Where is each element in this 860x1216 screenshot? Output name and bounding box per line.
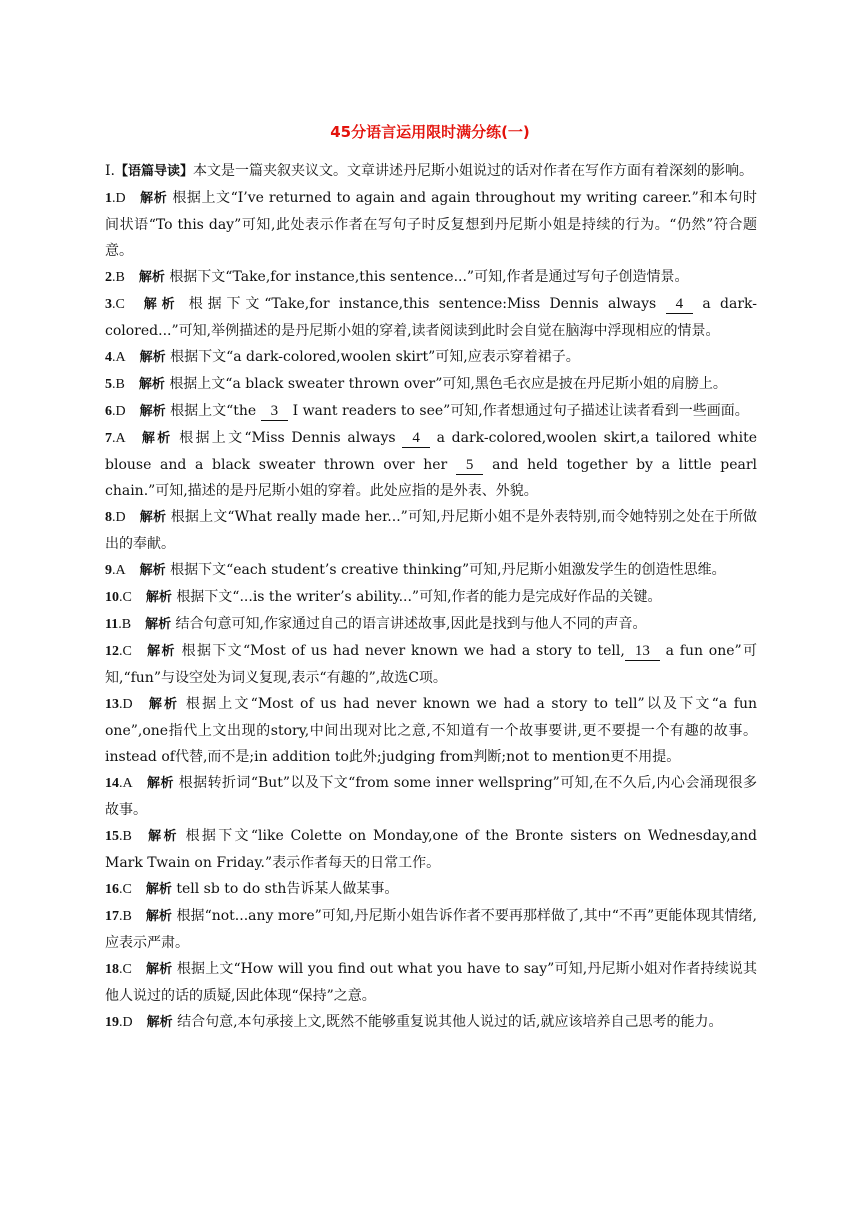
analysis-keyword: 解析	[139, 510, 167, 525]
answer-letter: .A	[119, 776, 133, 791]
analysis-keyword: 解析	[145, 882, 172, 897]
answer-item	[105, 903, 757, 956]
question-number: 10	[105, 590, 119, 605]
page-title: 45分语言运用限时满分练(一)	[330, 123, 530, 141]
explanation-text: 根据下文“each student’s creative thinking”可知,丹尼斯小姐激发学生的创造性思维。	[170, 562, 726, 578]
answer-letter: .D	[112, 510, 126, 525]
answer-item	[105, 264, 757, 291]
explanation-text: a fun one”可知,“fun”与设空处为词义复现,表示“有趣的”,故选C项。	[105, 643, 757, 686]
answer-item	[105, 584, 757, 611]
question-number: 14	[105, 776, 119, 791]
answer-item	[105, 291, 757, 344]
question-number: 2	[105, 270, 112, 285]
explanation-text: 根据上文“a black sweater thrown over”可知,黑色毛衣应是披在丹尼斯小姐的肩膀上。	[169, 376, 727, 392]
explanation-text: 结合句意可知,作家通过自己的语言讲述故事,因此是找到与他人不同的声音。	[175, 616, 647, 632]
question-number: 13	[105, 697, 119, 712]
question-number: 15	[105, 829, 119, 844]
answer-item	[105, 344, 757, 371]
blank-number: 5	[456, 456, 484, 475]
blank-number: 13	[625, 642, 660, 661]
explanation-text: 根据下文“...is the writer’s ability...”可知,作者的能力是完成好作品的关键。	[176, 589, 662, 605]
analysis-keyword: 解析	[146, 776, 174, 791]
analysis-keyword: 解析	[138, 297, 180, 312]
explanation-text: 根据下文“like Colette on Monday,one of the Bronte sisters on Wednesday,and Mark Twain on Friday.”表示作者每天的日常工作。	[105, 828, 757, 871]
blank-number: 4	[666, 295, 694, 314]
explanation-text: 根据下文“Take,for instance,this sentence:Miss Dennis always	[188, 296, 666, 312]
analysis-keyword: 解析	[138, 377, 165, 392]
analysis-keyword: 解析	[145, 962, 173, 977]
explanation-text: 根据上文“the	[170, 403, 261, 419]
answer-letter: .D	[112, 191, 126, 206]
analysis-keyword: 解析	[146, 1015, 173, 1030]
analysis-keyword: 解析	[139, 404, 166, 419]
question-number: 4	[105, 350, 112, 365]
question-number: 1	[105, 191, 112, 206]
answer-item	[105, 823, 757, 876]
answer-item	[105, 504, 757, 557]
answer-letter: .C	[112, 297, 125, 312]
question-number: 3	[105, 297, 112, 312]
question-number: 8	[105, 510, 112, 525]
analysis-keyword: 解析	[145, 909, 172, 924]
analysis-keyword: 解析	[139, 431, 173, 446]
explanation-text: a dark-colored...”可知,举例描述的是丹尼斯小姐的穿着,读者阅读到此时会自觉在脑海中浮现相应的情景。	[105, 296, 758, 339]
question-number: 11	[105, 617, 119, 632]
analysis-keyword: 解析	[145, 644, 176, 659]
explanation-text: a dark-colored,woolen skirt,a tailored white blouse and a black sweater thrown over her	[105, 430, 757, 473]
answer-letter: .C	[119, 882, 132, 897]
answer-item	[105, 611, 757, 638]
question-number: 7	[105, 431, 112, 446]
answer-item	[105, 425, 757, 504]
answer-letter: .D	[119, 697, 133, 712]
explanation-text: 根据转折词“But”以及下文“from some inner wellspring”可知,在不久后,内心会涌现很多故事。	[105, 775, 757, 818]
reading-guide-paragraph	[105, 158, 757, 185]
analysis-keyword: 解析	[139, 350, 166, 365]
explanation-text: 根据上文“How will you find out what you have to say”可知,丹尼斯小姐对作者持续说其他人说过的话的质疑,因此体现“保持”之意。	[105, 961, 757, 1004]
answer-letter: .A	[112, 350, 126, 365]
answer-item	[105, 691, 757, 770]
question-number: 9	[105, 563, 112, 578]
explanation-text: tell sb to do sth告诉某人做某事。	[176, 881, 399, 897]
answer-letter: .D	[112, 404, 126, 419]
answer-item	[105, 956, 757, 1009]
explanation-text: I want readers to see”可知,作者想通过句子描述让读者看到一些画面。	[292, 403, 749, 419]
answer-item	[105, 185, 757, 264]
reading-guide-label: 【语篇导读】	[114, 164, 193, 179]
question-number: 19	[105, 1015, 119, 1030]
explanation-text: 根据下文“a dark-colored,woolen skirt”可知,应表示穿着裙子。	[170, 349, 580, 365]
answer-item	[105, 1009, 757, 1036]
answer-letter: .B	[119, 829, 132, 844]
answer-item	[105, 876, 757, 903]
blank-number: 3	[261, 402, 289, 421]
analysis-keyword: 解析	[138, 270, 165, 285]
answer-item	[105, 638, 757, 691]
answer-letter: .C	[119, 644, 132, 659]
explanation-text: 根据“not...any more”可知,丹尼斯小姐告诉作者不要再那样做了,其中“不再”更能体现其情绪,应表示严肃。	[105, 908, 757, 951]
explanation-text: 根据上文“I’ve returned to again and again throughout my writing career.”和本句时间状语“To this day”可知,此处表示作者在写句子时反复想到丹尼斯小姐是持续的行为。“仍然”符合题意。	[105, 190, 757, 259]
analysis-keyword: 解析	[146, 697, 180, 712]
question-number: 5	[105, 377, 112, 392]
explanation-text: and held together by a little pearl chain.”可知,描述的是丹尼斯小姐的穿着。此处应指的是外表、外貌。	[105, 457, 758, 499]
answer-letter: .B	[118, 617, 132, 632]
question-number: 6	[105, 404, 112, 419]
reading-guide-text: 本文是一篇夹叙夹议文。文章讲述丹尼斯小姐说过的话对作者在写作方面有着深刻的影响。	[193, 163, 753, 179]
answer-item	[105, 770, 757, 823]
explanation-text: 根据上文“Most of us had never known we had a story to tell”以及下文“a fun one”,one指代上文出现的story,中间出现对比之意,不知道有一个故事要讲,更不要提一个有趣的故事。instead of代替,而不是;in addition to此外;judging from判断;not to mention更不用提。	[105, 696, 757, 765]
analysis-keyword: 解析	[145, 829, 179, 844]
answer-letter: .B	[112, 270, 125, 285]
question-number: 18	[105, 962, 119, 977]
analysis-keyword: 解析	[139, 563, 166, 578]
analysis-keyword: 解析	[139, 191, 168, 206]
answer-letter: .C	[119, 962, 132, 977]
analysis-keyword: 解析	[145, 617, 172, 632]
explanation-text: 根据上文“Miss Dennis always	[179, 430, 403, 446]
question-number: 17	[105, 909, 119, 924]
analysis-keyword: 解析	[145, 590, 172, 605]
explanation-text: 根据下文“Take,for instance,this sentence...”可知,作者是通过写句子创造情景。	[169, 269, 689, 285]
question-number: 16	[105, 882, 119, 897]
answer-letter: .A	[112, 563, 126, 578]
answer-letter: .B	[112, 377, 125, 392]
answer-letter: .D	[119, 1015, 133, 1030]
blank-number: 4	[402, 429, 430, 448]
section-roman-numeral: Ⅰ.	[105, 163, 115, 179]
explanation-text: 根据下文“Most of us had never known we had a story to tell,	[181, 643, 625, 659]
answer-letter: .B	[119, 909, 132, 924]
answer-letter: .A	[112, 431, 126, 446]
answer-explanations	[105, 158, 757, 1036]
explanation-text: 结合句意,本句承接上文,既然不能够重复说其他人说过的话,就应该培养自己思考的能力。	[177, 1014, 723, 1030]
answer-letter: .C	[119, 590, 132, 605]
question-number: 12	[105, 644, 119, 659]
answer-item	[105, 398, 757, 425]
explanation-text: 根据上文“What really made her...”可知,丹尼斯小姐不是外表特别,而令她特别之处在于所做出的奉献。	[105, 509, 757, 552]
answer-item	[105, 371, 757, 398]
answer-item	[105, 557, 757, 584]
